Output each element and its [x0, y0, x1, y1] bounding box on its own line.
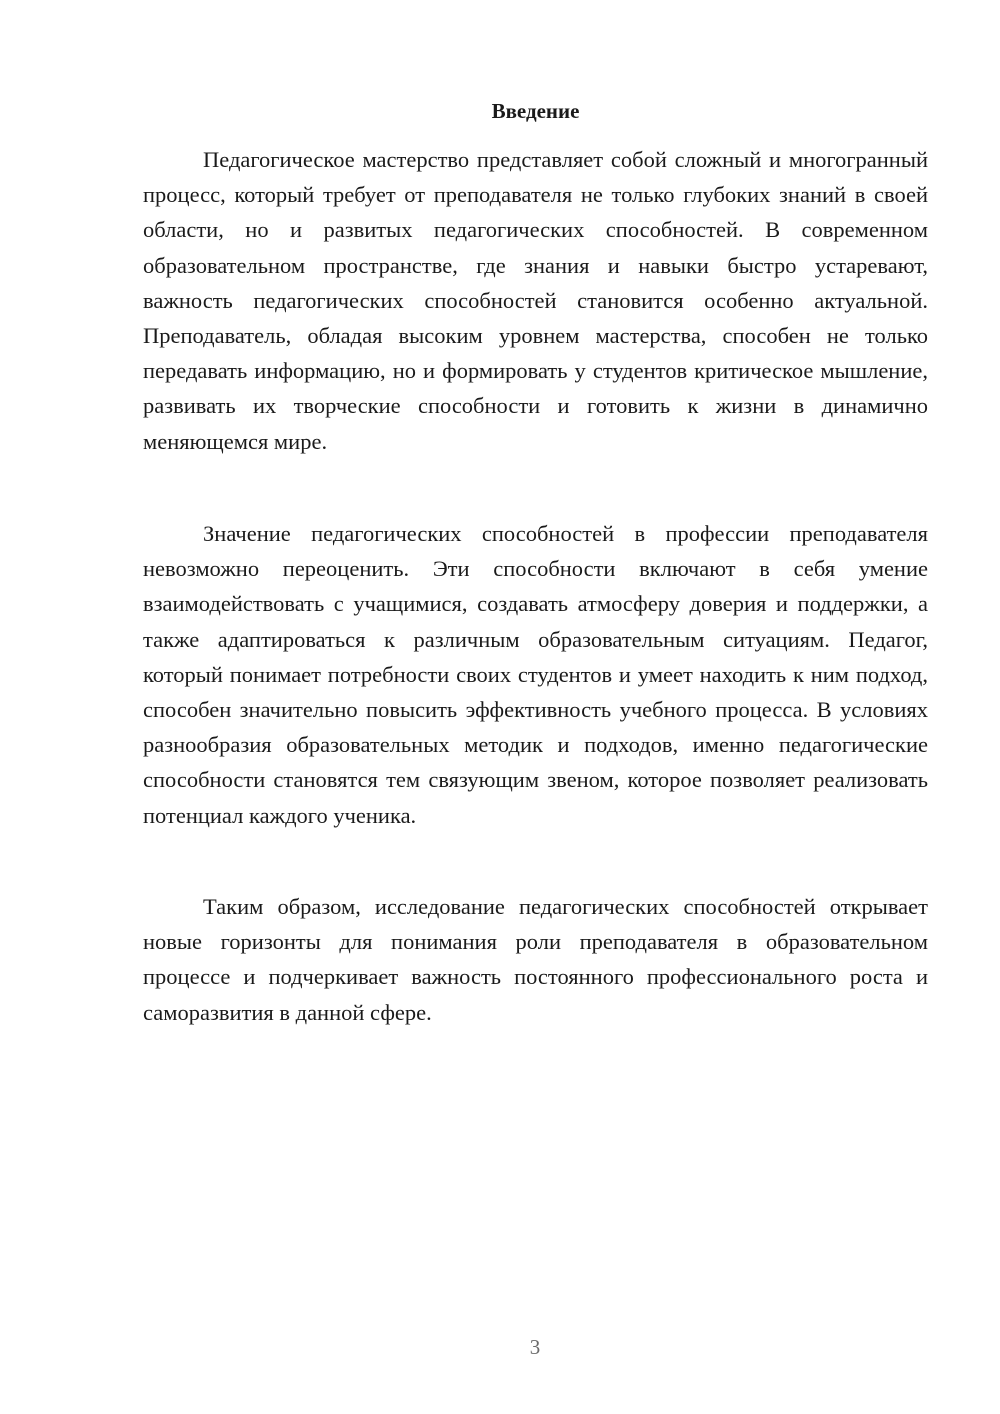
paragraph-1: Педагогическое мастерство представляет собой сложный и многогранный процесс, который требует от преподавателя не только глубоких знаний в своей области, но и развитых педагогических способностей. В современном образовательном пространстве, где знания и навыки быстро устаревают, важность педагогических способностей становится особенно актуальной. Преподаватель, обладая высоким уровнем мастерства, способен не только передавать информацию, но и формировать у студентов критическое мышление, развивать их творческие способности и готовить к жизни в динамично меняющемся мире.: [143, 147, 928, 454]
page-number: 3: [529, 1335, 541, 1359]
paragraph-2: Значение педагогических способностей в профессии преподавателя невозможно переоценить. Эти способности включают в себя умение взаимодействовать с учащимися, создавать атмосферу доверия и поддержки, а также адаптироваться к различным образовательным ситуациям. Педагог, который понимает потребности своих студентов и умеет находить к ним подход, способен значительно повысить эффективность учебного процесса. В условиях разнообразия образовательных методик и подходов, именно педагогические способности становятся тем связующим звеном, которое позволяет реализовать потенциал каждого ученика.: [143, 521, 928, 828]
section-heading: Введение: [491, 99, 580, 123]
paragraph-3: Таким образом, исследование педагогических способностей открывает новые горизонты для понимания роли преподавателя в образовательном процессе и подчеркивает важность постоянного профессионального роста и саморазвития в данной сфере.: [143, 894, 928, 1025]
